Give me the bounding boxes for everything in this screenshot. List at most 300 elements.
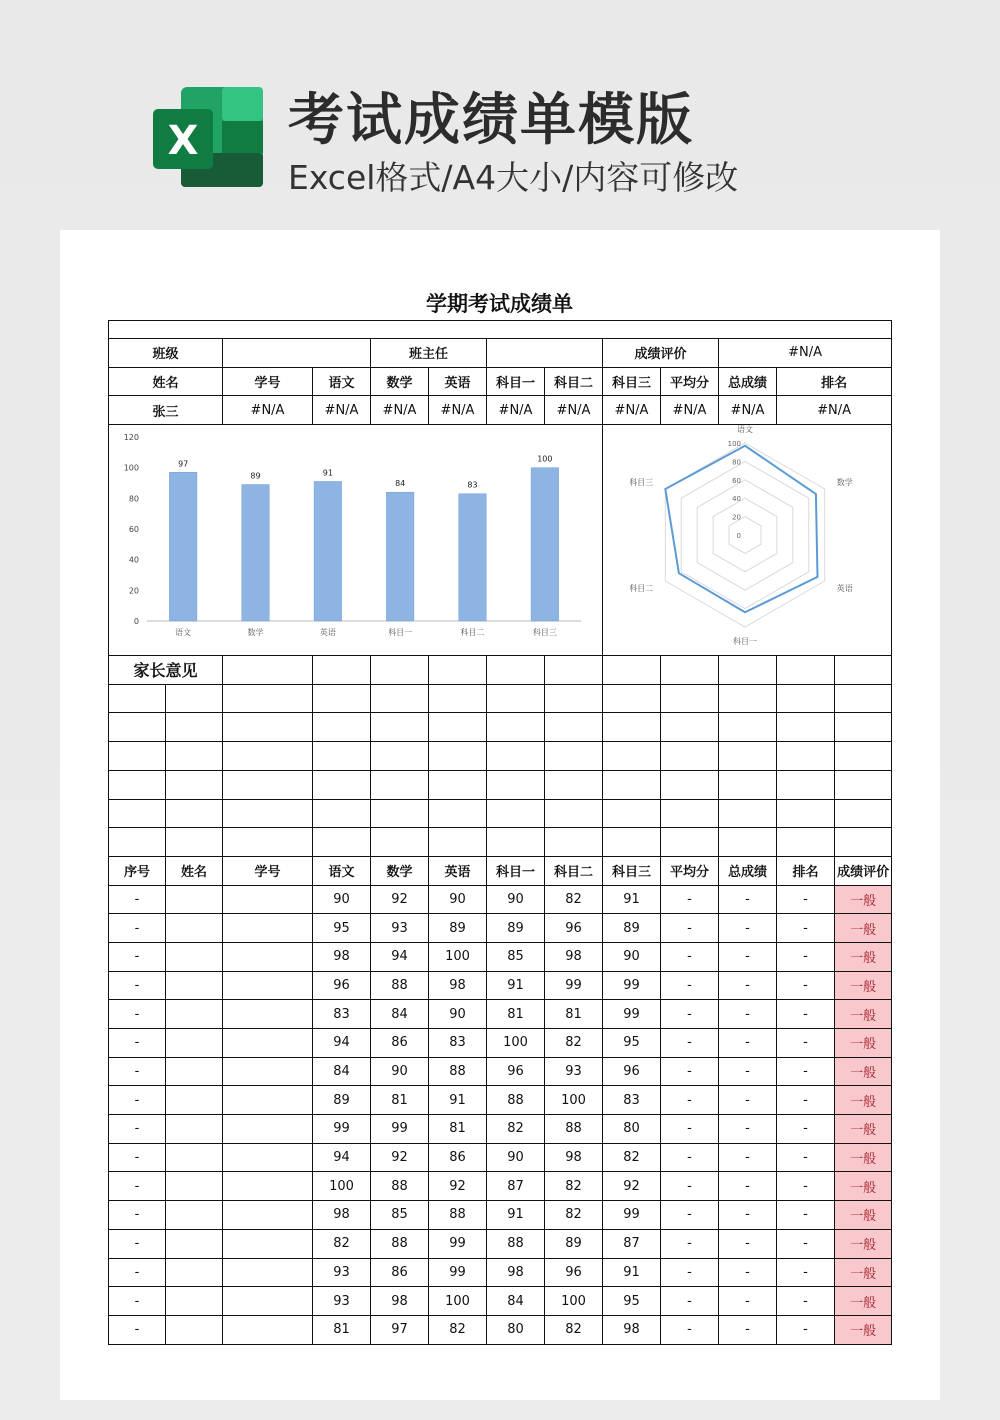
table-cell[interactable]: -	[777, 942, 835, 971]
grid-cell[interactable]	[166, 799, 223, 828]
table-cell[interactable]: 88	[429, 1201, 487, 1230]
grid-cell[interactable]	[777, 713, 835, 742]
eval-badge[interactable]: 一般	[835, 1115, 892, 1144]
table-cell[interactable]: 99	[429, 1229, 487, 1258]
grid-cell[interactable]	[429, 799, 487, 828]
table-cell[interactable]: 98	[545, 942, 603, 971]
grid-cell[interactable]	[603, 799, 661, 828]
table-cell[interactable]: -	[661, 1229, 719, 1258]
table-cell[interactable]: 99	[603, 971, 661, 1000]
grid-cell[interactable]	[545, 770, 603, 799]
table-cell[interactable]: 92	[371, 1143, 429, 1172]
table-cell[interactable]: 80	[603, 1115, 661, 1144]
class-value[interactable]	[223, 339, 371, 368]
grid-cell[interactable]	[603, 713, 661, 742]
table-cell[interactable]: 82	[603, 1143, 661, 1172]
table-cell[interactable]: 94	[313, 1029, 371, 1058]
table-cell[interactable]: -	[777, 1172, 835, 1201]
grid-cell[interactable]	[166, 713, 223, 742]
grid-cell[interactable]	[661, 799, 719, 828]
eval-badge[interactable]: 一般	[835, 1172, 892, 1201]
table-cell[interactable]: 98	[313, 1201, 371, 1230]
table-cell[interactable]: -	[109, 1029, 166, 1058]
table-cell[interactable]: -	[661, 1258, 719, 1287]
grid-cell[interactable]	[835, 799, 892, 828]
table-cell[interactable]	[166, 1086, 223, 1115]
student-value[interactable]: #N/A	[719, 396, 777, 425]
table-cell[interactable]	[223, 1029, 313, 1058]
table-cell[interactable]	[223, 1258, 313, 1287]
grid-cell[interactable]	[661, 684, 719, 713]
table-cell[interactable]: -	[719, 885, 777, 914]
grid-cell[interactable]	[835, 742, 892, 771]
table-cell[interactable]	[166, 1172, 223, 1201]
grid-cell[interactable]	[661, 713, 719, 742]
table-cell[interactable]: -	[719, 914, 777, 943]
table-cell[interactable]	[166, 1258, 223, 1287]
table-cell[interactable]: 84	[487, 1287, 545, 1316]
grid-cell[interactable]	[487, 799, 545, 828]
grid-cell[interactable]	[835, 770, 892, 799]
eval-value[interactable]: #N/A	[719, 339, 892, 368]
grid-cell[interactable]	[603, 742, 661, 771]
grid-cell[interactable]	[313, 799, 371, 828]
table-cell[interactable]: 87	[487, 1172, 545, 1201]
grid-cell[interactable]	[719, 656, 777, 685]
student-value[interactable]: #N/A	[603, 396, 661, 425]
table-cell[interactable]: 99	[313, 1115, 371, 1144]
student-name[interactable]: 张三	[109, 396, 223, 425]
table-cell[interactable]: -	[661, 1287, 719, 1316]
table-cell[interactable]: -	[777, 971, 835, 1000]
grid-cell[interactable]	[487, 713, 545, 742]
table-cell[interactable]: 94	[371, 942, 429, 971]
grid-cell[interactable]	[719, 742, 777, 771]
table-cell[interactable]	[166, 1201, 223, 1230]
table-cell[interactable]	[166, 971, 223, 1000]
grid-cell[interactable]	[661, 656, 719, 685]
table-cell[interactable]: 100	[545, 1086, 603, 1115]
grid-cell[interactable]	[166, 684, 223, 713]
table-cell[interactable]: 81	[545, 1000, 603, 1029]
eval-badge[interactable]: 一般	[835, 1315, 892, 1344]
table-cell[interactable]: -	[777, 1315, 835, 1344]
grid-cell[interactable]	[777, 828, 835, 857]
grid-cell[interactable]	[835, 656, 892, 685]
table-cell[interactable]: 98	[313, 942, 371, 971]
table-cell[interactable]: -	[661, 1201, 719, 1230]
table-cell[interactable]: -	[109, 914, 166, 943]
grid-cell[interactable]	[487, 684, 545, 713]
table-cell[interactable]	[166, 914, 223, 943]
table-cell[interactable]	[223, 1115, 313, 1144]
table-cell[interactable]	[223, 1057, 313, 1086]
grid-cell[interactable]	[545, 742, 603, 771]
table-cell[interactable]: -	[719, 942, 777, 971]
table-cell[interactable]: -	[777, 1229, 835, 1258]
grid-cell[interactable]	[835, 713, 892, 742]
table-cell[interactable]: 88	[545, 1115, 603, 1144]
grid-cell[interactable]	[545, 799, 603, 828]
table-cell[interactable]: -	[719, 1172, 777, 1201]
grid-cell[interactable]	[719, 799, 777, 828]
eval-badge[interactable]: 一般	[835, 1029, 892, 1058]
table-cell[interactable]: -	[719, 1143, 777, 1172]
table-cell[interactable]: 88	[371, 1229, 429, 1258]
table-cell[interactable]	[223, 914, 313, 943]
table-cell[interactable]	[223, 885, 313, 914]
table-cell[interactable]: 100	[429, 1287, 487, 1316]
grid-cell[interactable]	[223, 828, 313, 857]
table-cell[interactable]: -	[109, 1229, 166, 1258]
table-cell[interactable]: -	[109, 1172, 166, 1201]
grid-cell[interactable]	[429, 828, 487, 857]
table-cell[interactable]: 85	[371, 1201, 429, 1230]
table-cell[interactable]: 88	[371, 1172, 429, 1201]
grid-cell[interactable]	[109, 713, 166, 742]
grid-cell[interactable]	[835, 684, 892, 713]
table-cell[interactable]: 91	[487, 1201, 545, 1230]
table-cell[interactable]: -	[109, 1000, 166, 1029]
table-cell[interactable]: 89	[487, 914, 545, 943]
grid-cell[interactable]	[487, 828, 545, 857]
table-cell[interactable]: 93	[371, 914, 429, 943]
student-value[interactable]: #N/A	[487, 396, 545, 425]
table-cell[interactable]	[166, 1115, 223, 1144]
table-cell[interactable]: 95	[603, 1029, 661, 1058]
table-cell[interactable]: -	[719, 1258, 777, 1287]
grid-cell[interactable]	[777, 799, 835, 828]
teacher-value[interactable]	[487, 339, 603, 368]
table-cell[interactable]: 98	[545, 1143, 603, 1172]
table-cell[interactable]	[223, 1086, 313, 1115]
table-cell[interactable]: 90	[429, 1000, 487, 1029]
table-cell[interactable]: 99	[545, 971, 603, 1000]
table-cell[interactable]: -	[777, 1143, 835, 1172]
table-cell[interactable]: 100	[313, 1172, 371, 1201]
table-cell[interactable]: 88	[429, 1057, 487, 1086]
table-cell[interactable]: 83	[429, 1029, 487, 1058]
grid-cell[interactable]	[603, 656, 661, 685]
table-cell[interactable]: -	[661, 1000, 719, 1029]
table-cell[interactable]: -	[661, 914, 719, 943]
table-cell[interactable]: -	[777, 1287, 835, 1316]
table-cell[interactable]: -	[719, 1201, 777, 1230]
table-cell[interactable]: 98	[603, 1315, 661, 1344]
table-cell[interactable]: 98	[429, 971, 487, 1000]
student-value[interactable]: #N/A	[313, 396, 371, 425]
table-cell[interactable]: 92	[603, 1172, 661, 1201]
table-cell[interactable]: -	[777, 914, 835, 943]
grid-cell[interactable]	[487, 656, 545, 685]
grid-cell[interactable]	[371, 656, 429, 685]
table-cell[interactable]: 93	[545, 1057, 603, 1086]
grid-cell[interactable]	[719, 713, 777, 742]
table-cell[interactable]: -	[777, 1000, 835, 1029]
table-cell[interactable]	[223, 942, 313, 971]
grid-cell[interactable]	[661, 770, 719, 799]
grid-cell[interactable]	[371, 799, 429, 828]
eval-badge[interactable]: 一般	[835, 914, 892, 943]
grid-cell[interactable]	[429, 770, 487, 799]
table-cell[interactable]: 89	[429, 914, 487, 943]
table-cell[interactable]: 80	[487, 1315, 545, 1344]
eval-badge[interactable]: 一般	[835, 1229, 892, 1258]
table-cell[interactable]: -	[719, 1057, 777, 1086]
grid-cell[interactable]	[223, 713, 313, 742]
table-cell[interactable]	[223, 971, 313, 1000]
eval-badge[interactable]: 一般	[835, 1258, 892, 1287]
table-cell[interactable]	[166, 1057, 223, 1086]
grid-cell[interactable]	[545, 656, 603, 685]
table-cell[interactable]	[166, 885, 223, 914]
table-cell[interactable]: 96	[313, 971, 371, 1000]
table-cell[interactable]: 90	[371, 1057, 429, 1086]
table-cell[interactable]: 90	[603, 942, 661, 971]
table-cell[interactable]: 91	[487, 971, 545, 1000]
grid-cell[interactable]	[777, 742, 835, 771]
table-cell[interactable]: -	[661, 1172, 719, 1201]
table-cell[interactable]: 92	[429, 1172, 487, 1201]
table-cell[interactable]: 82	[545, 1315, 603, 1344]
student-value[interactable]: #N/A	[545, 396, 603, 425]
table-cell[interactable]	[223, 1172, 313, 1201]
student-value[interactable]: #N/A	[777, 396, 892, 425]
table-cell[interactable]: 85	[487, 942, 545, 971]
table-cell[interactable]: 89	[545, 1229, 603, 1258]
table-cell[interactable]: 90	[429, 885, 487, 914]
table-cell[interactable]	[166, 1229, 223, 1258]
table-cell[interactable]: 87	[603, 1229, 661, 1258]
table-cell[interactable]: -	[109, 971, 166, 1000]
grid-cell[interactable]	[313, 684, 371, 713]
table-cell[interactable]: 96	[603, 1057, 661, 1086]
table-cell[interactable]: 95	[313, 914, 371, 943]
table-cell[interactable]: -	[109, 1201, 166, 1230]
grid-cell[interactable]	[166, 770, 223, 799]
table-cell[interactable]: 99	[429, 1258, 487, 1287]
grid-cell[interactable]	[109, 684, 166, 713]
grid-cell[interactable]	[166, 828, 223, 857]
table-cell[interactable]: 84	[313, 1057, 371, 1086]
eval-badge[interactable]: 一般	[835, 1201, 892, 1230]
grid-cell[interactable]	[371, 742, 429, 771]
table-cell[interactable]: -	[777, 1029, 835, 1058]
table-cell[interactable]	[166, 1000, 223, 1029]
table-cell[interactable]: -	[719, 971, 777, 1000]
grid-cell[interactable]	[109, 770, 166, 799]
grid-cell[interactable]	[223, 742, 313, 771]
grid-cell[interactable]	[545, 684, 603, 713]
table-cell[interactable]	[166, 1287, 223, 1316]
table-cell[interactable]: -	[661, 1115, 719, 1144]
grid-cell[interactable]	[603, 684, 661, 713]
grid-cell[interactable]	[777, 684, 835, 713]
table-cell[interactable]: -	[777, 1201, 835, 1230]
grid-cell[interactable]	[661, 742, 719, 771]
grid-cell[interactable]	[777, 656, 835, 685]
table-cell[interactable]: 88	[487, 1086, 545, 1115]
table-cell[interactable]	[223, 1229, 313, 1258]
table-cell[interactable]: 93	[313, 1287, 371, 1316]
grid-cell[interactable]	[661, 828, 719, 857]
grid-cell[interactable]	[223, 799, 313, 828]
table-cell[interactable]: -	[719, 1229, 777, 1258]
grid-cell[interactable]	[429, 713, 487, 742]
table-cell[interactable]: 93	[313, 1258, 371, 1287]
table-cell[interactable]: 83	[603, 1086, 661, 1115]
grid-cell[interactable]	[429, 684, 487, 713]
table-cell[interactable]: 86	[371, 1258, 429, 1287]
grid-cell[interactable]	[313, 713, 371, 742]
table-cell[interactable]: 89	[603, 914, 661, 943]
eval-badge[interactable]: 一般	[835, 1057, 892, 1086]
grid-cell[interactable]	[719, 828, 777, 857]
table-cell[interactable]: 82	[545, 1172, 603, 1201]
grid-cell[interactable]	[719, 770, 777, 799]
eval-badge[interactable]: 一般	[835, 971, 892, 1000]
grid-cell[interactable]	[166, 742, 223, 771]
table-cell[interactable]: -	[719, 1000, 777, 1029]
grid-cell[interactable]	[223, 770, 313, 799]
eval-badge[interactable]: 一般	[835, 1086, 892, 1115]
table-cell[interactable]: -	[719, 1029, 777, 1058]
table-cell[interactable]: 88	[487, 1229, 545, 1258]
grid-cell[interactable]	[487, 742, 545, 771]
table-cell[interactable]	[223, 1201, 313, 1230]
table-cell[interactable]: 81	[429, 1115, 487, 1144]
table-cell[interactable]: 83	[313, 1000, 371, 1029]
table-cell[interactable]: 99	[603, 1201, 661, 1230]
eval-badge[interactable]: 一般	[835, 1287, 892, 1316]
table-cell[interactable]: 81	[313, 1315, 371, 1344]
table-cell[interactable]: -	[777, 1258, 835, 1287]
student-value[interactable]: #N/A	[223, 396, 313, 425]
table-cell[interactable]: 82	[487, 1115, 545, 1144]
table-cell[interactable]: -	[661, 1143, 719, 1172]
table-cell[interactable]	[223, 1000, 313, 1029]
grid-cell[interactable]	[313, 828, 371, 857]
table-cell[interactable]: -	[777, 1086, 835, 1115]
grid-cell[interactable]	[223, 656, 313, 685]
table-cell[interactable]	[223, 1143, 313, 1172]
table-cell[interactable]: 100	[545, 1287, 603, 1316]
table-cell[interactable]: 98	[487, 1258, 545, 1287]
table-cell[interactable]: 90	[487, 1143, 545, 1172]
grid-cell[interactable]	[603, 770, 661, 799]
table-cell[interactable]: -	[661, 942, 719, 971]
grid-cell[interactable]	[371, 713, 429, 742]
eval-badge[interactable]: 一般	[835, 942, 892, 971]
grid-cell[interactable]	[313, 770, 371, 799]
table-cell[interactable]: -	[777, 885, 835, 914]
grid-cell[interactable]	[109, 799, 166, 828]
grid-cell[interactable]	[371, 684, 429, 713]
table-cell[interactable]: 81	[371, 1086, 429, 1115]
table-cell[interactable]: 96	[545, 1258, 603, 1287]
table-cell[interactable]: -	[109, 1143, 166, 1172]
table-cell[interactable]: 100	[487, 1029, 545, 1058]
grid-cell[interactable]	[313, 742, 371, 771]
table-cell[interactable]: 99	[603, 1000, 661, 1029]
table-cell[interactable]: 92	[371, 885, 429, 914]
eval-badge[interactable]: 一般	[835, 1000, 892, 1029]
table-cell[interactable]: -	[661, 885, 719, 914]
grid-cell[interactable]	[545, 713, 603, 742]
grid-cell[interactable]	[223, 684, 313, 713]
table-cell[interactable]: 91	[603, 885, 661, 914]
table-cell[interactable]: -	[719, 1287, 777, 1316]
table-cell[interactable]	[166, 1315, 223, 1344]
table-cell[interactable]: 86	[371, 1029, 429, 1058]
table-cell[interactable]: -	[719, 1315, 777, 1344]
table-cell[interactable]	[166, 942, 223, 971]
table-cell[interactable]: 82	[313, 1229, 371, 1258]
table-cell[interactable]: 95	[603, 1287, 661, 1316]
grid-cell[interactable]	[545, 828, 603, 857]
table-cell[interactable]: 99	[371, 1115, 429, 1144]
table-cell[interactable]: -	[777, 1057, 835, 1086]
table-cell[interactable]: -	[661, 1029, 719, 1058]
student-value[interactable]: #N/A	[371, 396, 429, 425]
table-cell[interactable]: -	[719, 1115, 777, 1144]
grid-cell[interactable]	[429, 742, 487, 771]
table-cell[interactable]: 82	[545, 1029, 603, 1058]
table-cell[interactable]: 86	[429, 1143, 487, 1172]
table-cell[interactable]	[166, 1143, 223, 1172]
table-cell[interactable]: 100	[429, 942, 487, 971]
table-cell[interactable]: 96	[545, 914, 603, 943]
grid-cell[interactable]	[109, 828, 166, 857]
table-cell[interactable]	[166, 1029, 223, 1058]
student-value[interactable]: #N/A	[661, 396, 719, 425]
table-cell[interactable]: -	[661, 1315, 719, 1344]
table-cell[interactable]: 98	[371, 1287, 429, 1316]
table-cell[interactable]: 97	[371, 1315, 429, 1344]
grid-cell[interactable]	[777, 770, 835, 799]
table-cell[interactable]: 82	[545, 1201, 603, 1230]
table-cell[interactable]: -	[109, 1115, 166, 1144]
grid-cell[interactable]	[603, 828, 661, 857]
table-cell[interactable]: -	[109, 1086, 166, 1115]
grid-cell[interactable]	[371, 770, 429, 799]
table-cell[interactable]: -	[109, 1057, 166, 1086]
table-cell[interactable]: 82	[545, 885, 603, 914]
table-cell[interactable]: 81	[487, 1000, 545, 1029]
table-cell[interactable]: 84	[371, 1000, 429, 1029]
table-cell[interactable]	[223, 1315, 313, 1344]
table-cell[interactable]: 91	[603, 1258, 661, 1287]
table-cell[interactable]: 94	[313, 1143, 371, 1172]
table-cell[interactable]: -	[109, 1287, 166, 1316]
table-cell[interactable]: 82	[429, 1315, 487, 1344]
table-cell[interactable]: 96	[487, 1057, 545, 1086]
table-cell[interactable]: 88	[371, 971, 429, 1000]
student-value[interactable]: #N/A	[429, 396, 487, 425]
table-cell[interactable]: -	[719, 1086, 777, 1115]
eval-badge[interactable]: 一般	[835, 1143, 892, 1172]
table-cell[interactable]: -	[661, 1086, 719, 1115]
table-cell[interactable]: -	[109, 942, 166, 971]
table-cell[interactable]: -	[109, 1258, 166, 1287]
table-cell[interactable]: -	[109, 1315, 166, 1344]
table-cell[interactable]: 91	[429, 1086, 487, 1115]
table-cell[interactable]	[223, 1287, 313, 1316]
grid-cell[interactable]	[429, 656, 487, 685]
table-cell[interactable]: -	[777, 1115, 835, 1144]
grid-cell[interactable]	[835, 828, 892, 857]
table-cell[interactable]: -	[661, 1057, 719, 1086]
